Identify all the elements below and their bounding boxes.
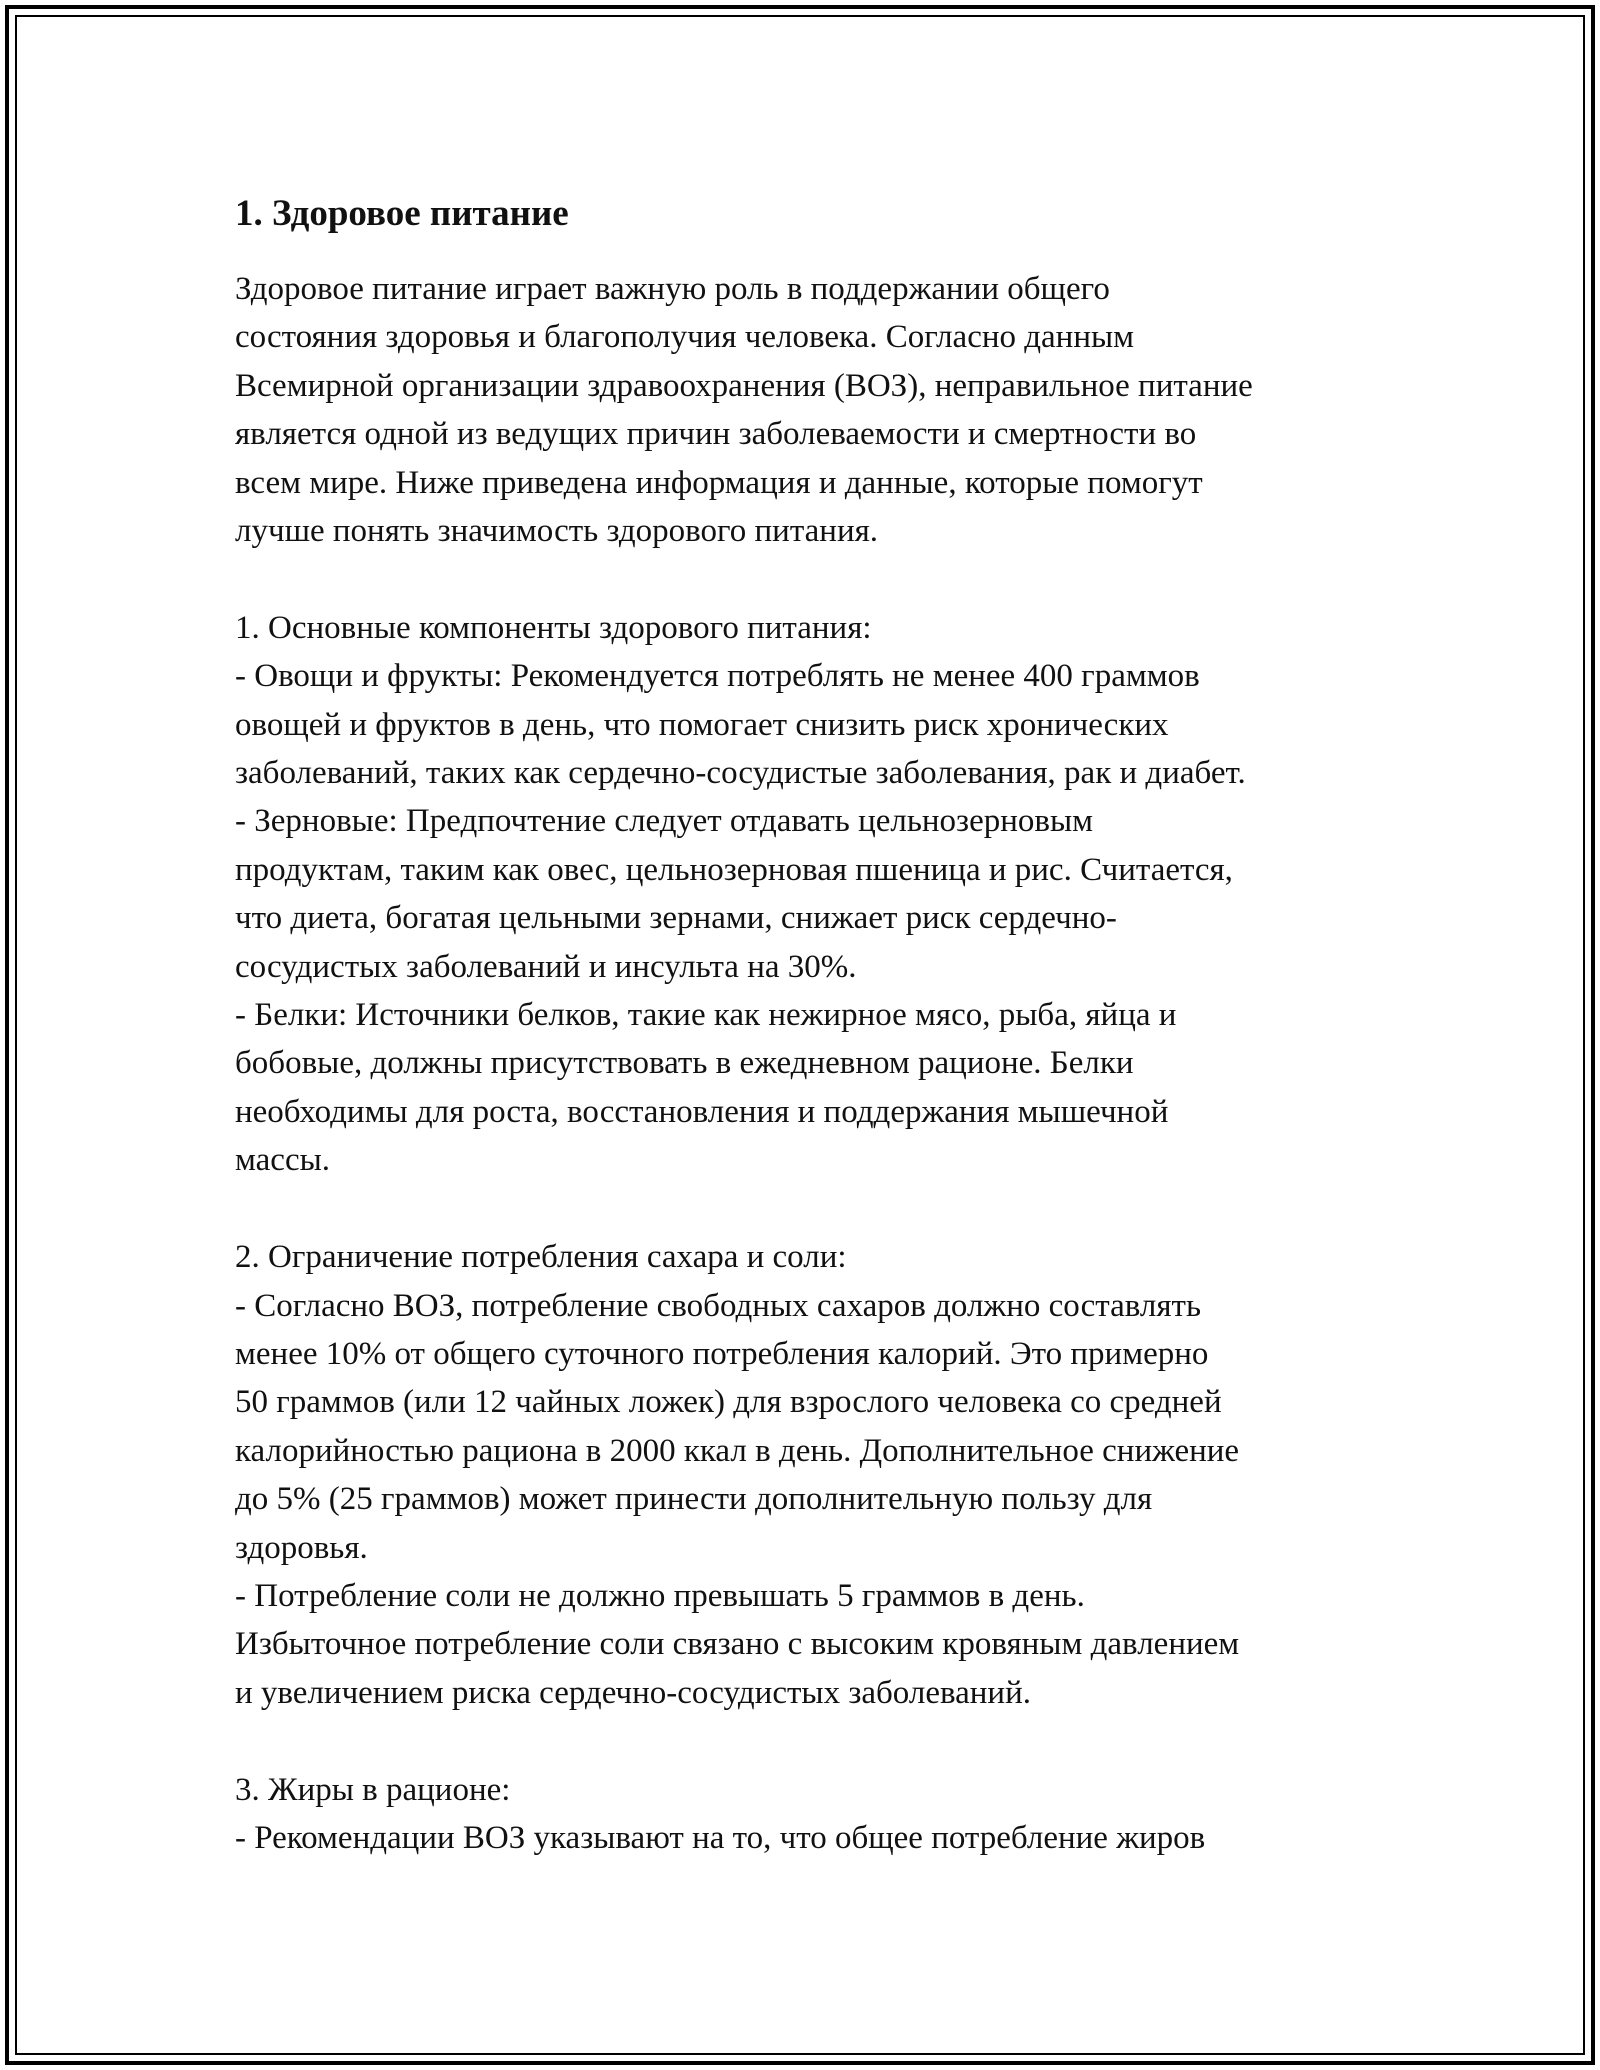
paragraph-gap [235, 1717, 1395, 1765]
section-sugar-salt: 2. Ограничение потребления сахара и соли: - Согласно ВОЗ, потребление свободных сахаров должно составлять менее 10% от общего суточного потребления калорий. Это примерно 50 граммов (или 12 чайных ложек) для взрослого человека со средней калорийностью рациона в 2000 ккал в день. Дополнительное снижение до 5% (25 граммов) может принести дополнительную пользу для здоровья. - Потребление соли не должно превышать 5 граммов в день. Избыточное потребление соли связано с высоким кровяным давлением и увеличением риска сердечно-сосудистых заболеваний. [235, 1239, 1240, 1711]
document-content [235, 190, 1395, 1862]
paragraph-gap [235, 1185, 1395, 1233]
intro-paragraph: Здоровое питание играет важную роль в поддержании общего состояния здоровья и благополучия человека. Согласно данным Всемирной организации здравоохранения (ВОЗ), неправильное питание является одной из ведущих причин заболеваемости и смертности во всем мире. Ниже приведена информация и данные, которые помогут лучше понять значимость здорового питания. [235, 271, 1253, 550]
section-components: 1. Основные компоненты здорового питания: - Овощи и фрукты: Рекомендуется потреблять не менее 400 граммов овощей и фруктов в день, что помогает снизить риск хронических заболеваний, таких как сердечно-сосудистые заболевания, рак и диабет. - Зерновые: Предпочтение следует отдавать цельнозерновым продуктам, таким как овес, цельнозерновая пшеница и рис. Считается, что диета, богатая цельными зернами, снижает риск сердечно- сосудистых заболеваний и инсульта на 30%. - Белки: Источники белков, такие как нежирное мясо, рыба, яйца и бобовые, должны присутствовать в ежедневном рационе. Белки необходимы для роста, восстановления и поддержания мышечной массы. [235, 609, 1246, 1179]
section-fats: 3. Жиры в рационе: - Рекомендации ВОЗ указывают на то, что общее потребление жиров [235, 1771, 1206, 1856]
paragraph-gap [235, 555, 1395, 603]
document-title: 1. Здоровое питание [235, 193, 569, 234]
